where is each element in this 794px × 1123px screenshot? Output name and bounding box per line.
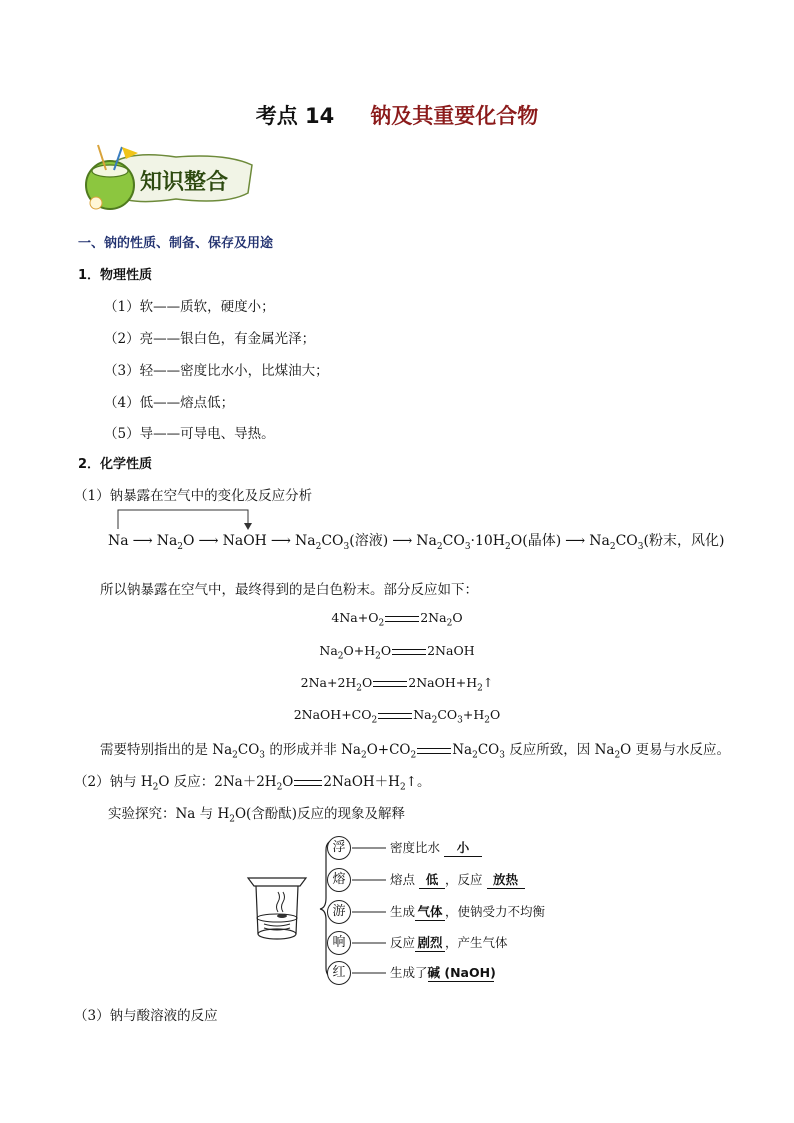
reaction-chain: Na ⟶ $Na_2O$ ⟶ NaOH ⟶ $Na_2CO_3$(溶液) ⟶ $Na_2CO_3\cdot 10H_2O$(晶体) ⟶ $Na_2CO_3$(粉末，风化) [108,533,725,552]
arrow-icon: ⟶ [565,533,586,549]
experiment-title: 实验探究：Na 与 $H_2O$(含酚酞)反应的现象及解释 [108,806,406,825]
explanation-row: 密度比水 小 [390,838,482,857]
note-text: 需要特别指出的是 $Na_2CO_3$ 的形成并非 $Na_2O+CO_2$ $Na_2CO_3$ 反应所致，因 $Na_2O$ 更易与水反应。 [100,742,731,761]
equation: $Na_2O+H_2O$ 2NaOH [319,643,475,662]
knowledge-banner [76,143,256,217]
physical-item: （4）低——熔点低； [104,395,235,411]
connector-lines [352,836,392,986]
title-topic-number: 考点 14 [255,104,335,128]
phenomenon-red-icon: 红 [327,961,351,985]
section-heading: 一、钠的性质、制备、保存及用途 [78,236,274,251]
arrow-icon: ⟶ [198,533,219,549]
banner-label: 知识整合 [140,170,229,195]
physical-item: （1）软——质软，硬度小； [104,299,275,315]
beaker-icon [244,870,310,942]
chemical-sub3: （3）钠与酸溶液的反应 [74,1008,218,1024]
physical-item: （3）轻——密度比水小，比煤油大； [104,363,329,379]
phenomenon-float-icon: 浮 [327,836,351,860]
chemical-heading: 2．化学性质 [78,457,153,472]
explanation-row: 反应 剧烈 ，产生气体 [390,935,508,950]
physical-item: （5）导——可导电、导热。 [104,426,275,442]
arrow-icon: ⟶ [132,533,153,549]
equation: $2NaOH+CO_2$ $Na_2CO_3+H_2O$ [293,707,501,726]
title-topic-name: 钠及其重要化合物 [370,104,539,128]
physical-item: （2）亮——银白色，有金属光泽； [104,331,316,347]
arrow-icon: ⟶ [392,533,413,549]
equation: $4Na+O_2$ $2Na_2O$ [331,610,463,629]
explanation-row: 生成了碱 (NaOH) [390,965,496,980]
page-title [0,100,794,130]
physical-heading: 1．物理性质 [78,268,153,283]
bracket-arrow [114,507,254,531]
phenomenon-sound-icon: 响 [327,931,351,955]
chemical-sub1: （1）钠暴露在空气中的变化及反应分析 [74,488,313,504]
arrow-icon: ⟶ [270,533,291,549]
explanation-row: 熔点 低 ，反应 放热 [390,870,525,889]
phenomenon-swim-icon: 游 [327,900,351,924]
phenomenon-melt-icon: 熔 [327,868,351,892]
chemical-sub2: （2）钠与 $H_2O$ 反应：$2Na+2H_2O$ $2NaOH+H_2↑$。 [74,774,431,793]
explanation-row: 生成 气体 ，使钠受力不均衡 [390,904,546,919]
summary-text: 所以钠暴露在空气中，最终得到的是白色粉末。部分反应如下： [100,582,478,598]
equation: $2Na+2H_2O$ $2NaOH+H_2↑$ [300,675,494,694]
